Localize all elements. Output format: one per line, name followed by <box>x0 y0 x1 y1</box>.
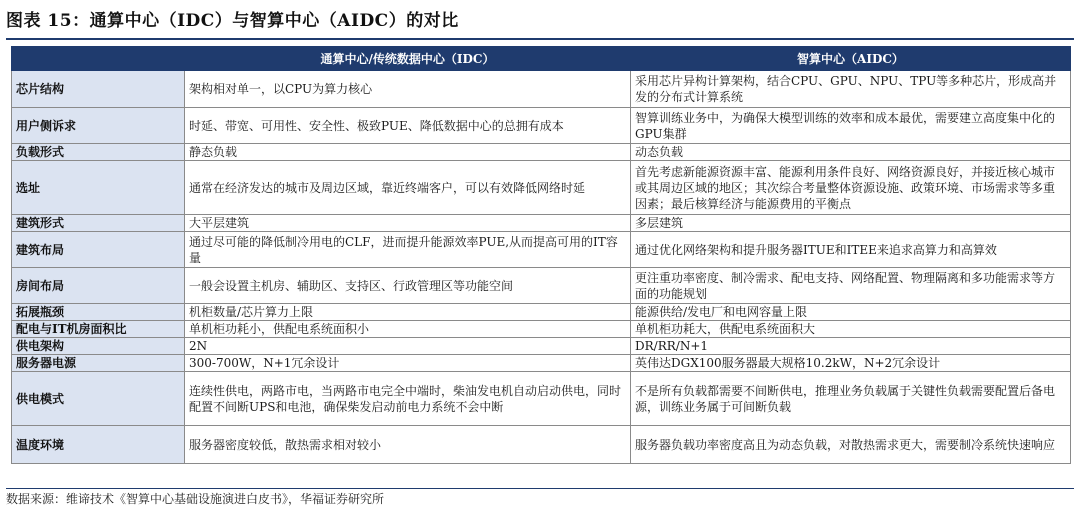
header-cell-blank <box>12 47 185 71</box>
idc-cell: 时延、带宽、可用性、安全性、极致PUE、降低数据中心的总拥有成本 <box>185 108 631 144</box>
idc-cell: 一般会设置主机房、辅助区、支持区、行政管理区等功能空间 <box>185 268 631 304</box>
header-cell-idc: 通算中心/传统数据中心（IDC） <box>185 47 631 71</box>
idc-cell: 300-700W，N+1冗余设计 <box>185 355 631 372</box>
idc-cell: 大平层建筑 <box>185 215 631 232</box>
idc-cell: 连续性供电，两路市电，当两路市电完全中端时，柴油发电机自动启动供电，同时配置不间断UPS和电池，确保柴发启动前电力系统不会中断 <box>185 372 631 426</box>
table-row <box>12 338 1071 355</box>
aidc-cell: 智算训练业务中，为确保大模型训练的效率和成本最优，需要建立高度集中化的GPU集群 <box>631 108 1071 144</box>
row-label: 服务器电源 <box>12 355 185 372</box>
table-row <box>12 321 1071 338</box>
row-label: 建筑布局 <box>12 232 185 268</box>
row-label: 建筑形式 <box>12 215 185 232</box>
row-label: 选址 <box>12 161 185 215</box>
aidc-cell: 更注重功率密度、制冷需求、配电支持、网络配置、物理隔离和多功能需求等方面的功能规划 <box>631 268 1071 304</box>
aidc-cell: 采用芯片异构计算架构，结合CPU、GPU、NPU、TPU等多种芯片，形成高并发的分布式计算系统 <box>631 71 1071 108</box>
row-label: 用户侧诉求 <box>12 108 185 144</box>
idc-cell: 架构相对单一，以CPU为算力核心 <box>185 71 631 108</box>
source-divider <box>6 488 1074 489</box>
idc-cell: 静态负载 <box>185 144 631 161</box>
idc-cell: 单机柜功耗小，供配电系统面积小 <box>185 321 631 338</box>
table-row <box>12 215 1071 232</box>
idc-cell: 通过尽可能的降低制冷用电的CLF，进而提升能源效率PUE,从而提高可用的IT容量 <box>185 232 631 268</box>
aidc-cell: 多层建筑 <box>631 215 1071 232</box>
table-row <box>12 71 1071 108</box>
aidc-cell: 通过优化网络架构和提升服务器ITUE和ITEE来追求高算力和高算效 <box>631 232 1071 268</box>
table-row <box>12 426 1071 464</box>
idc-cell: 2N <box>185 338 631 355</box>
idc-cell: 通常在经济发达的城市及周边区域，靠近终端客户，可以有效降低网络时延 <box>185 161 631 215</box>
header-cell-aidc: 智算中心（AIDC） <box>631 47 1071 71</box>
aidc-cell: DR/RR/N+1 <box>631 338 1071 355</box>
row-label: 温度环境 <box>12 426 185 464</box>
row-label: 负载形式 <box>12 144 185 161</box>
figure-title: 图表 15：通算中心（IDC）与智算中心（AIDC）的对比 <box>6 11 459 31</box>
row-label: 配电与IT机房面积比 <box>12 321 185 338</box>
idc-cell: 机柜数量/芯片算力上限 <box>185 304 631 321</box>
row-label: 房间布局 <box>12 268 185 304</box>
aidc-cell: 动态负载 <box>631 144 1071 161</box>
aidc-cell: 不是所有负载都需要不间断供电，推理业务负载属于关键性负载需要配置后备电源，训练业务属于可间断负载 <box>631 372 1071 426</box>
row-label: 供电模式 <box>12 372 185 426</box>
table-row <box>12 108 1071 144</box>
source-note: 数据来源：维谛技术《智算中心基础设施演进白皮书》，华福证券研究所 <box>6 492 385 506</box>
title-divider <box>6 38 1074 40</box>
aidc-cell: 单机柜功耗大，供配电系统面积大 <box>631 321 1071 338</box>
row-label: 芯片结构 <box>12 71 185 108</box>
comparison-table <box>11 46 1071 464</box>
table-row <box>12 161 1071 215</box>
table-row <box>12 372 1071 426</box>
table-row <box>12 304 1071 321</box>
table-row <box>12 232 1071 268</box>
row-label: 拓展瓶颈 <box>12 304 185 321</box>
aidc-cell: 英伟达DGX100服务器最大规格10.2kW，N+2冗余设计 <box>631 355 1071 372</box>
table-row <box>12 355 1071 372</box>
row-label: 供电架构 <box>12 338 185 355</box>
idc-cell: 服务器密度较低，散热需求相对较小 <box>185 426 631 464</box>
aidc-cell: 能源供给/发电厂和电网容量上限 <box>631 304 1071 321</box>
aidc-cell: 首先考虑新能源资源丰富、能源利用条件良好、网络资源良好，并接近核心城市或其周边区域的地区；其次综合考量整体资源设施、政策环境、市场需求等多重因素；最后核算经济与能源费用的平衡点 <box>631 161 1071 215</box>
table-header-row <box>12 47 1071 71</box>
table-row <box>12 144 1071 161</box>
table-row <box>12 268 1071 304</box>
aidc-cell: 服务器负载功率密度高且为动态负载，对散热需求更大，需要制冷系统快速响应 <box>631 426 1071 464</box>
